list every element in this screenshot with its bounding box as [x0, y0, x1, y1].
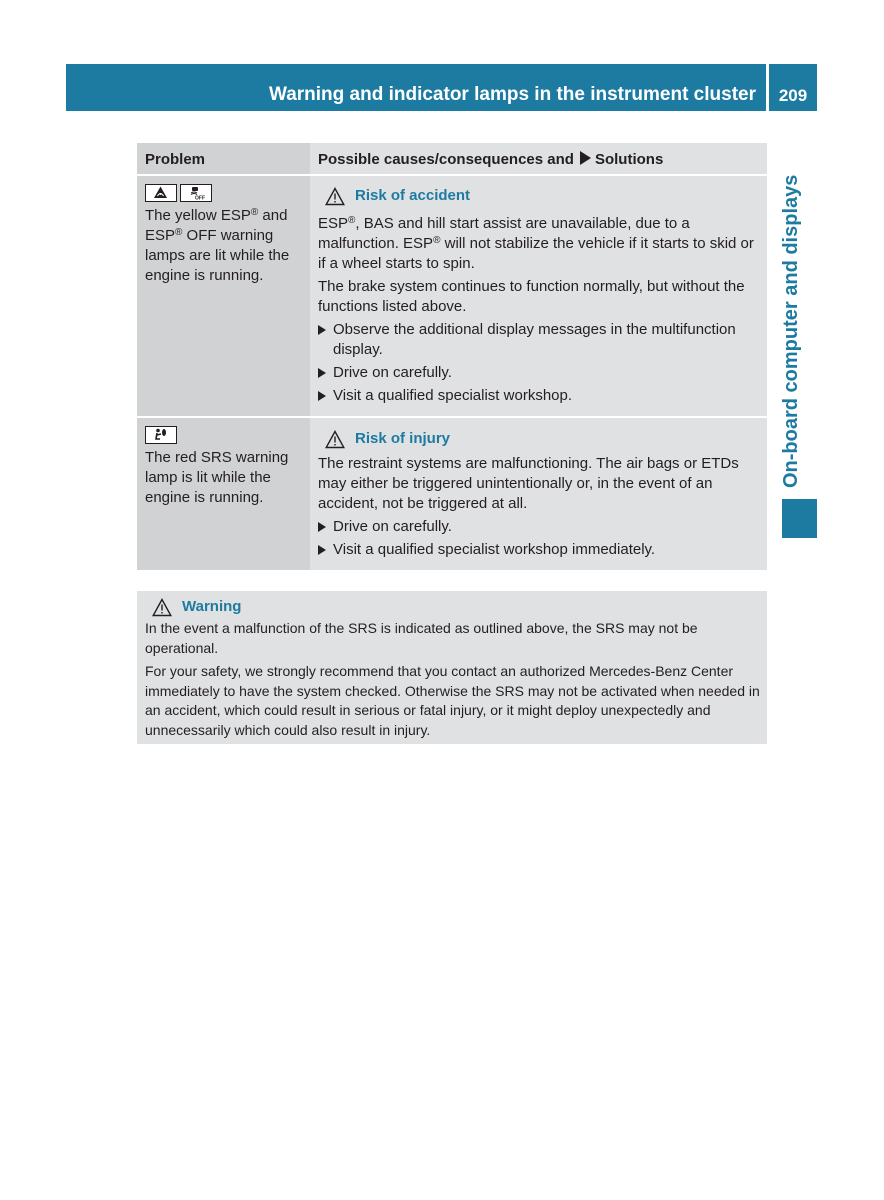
page-number-box [769, 64, 817, 111]
chapter-tab-marker [782, 499, 817, 538]
bullet-arrow-icon [318, 522, 326, 532]
warning-heading [152, 597, 761, 617]
table-row-solution-cell [310, 418, 767, 570]
warning-paragraph: In the event a malfunction of the SRS is indicated as outlined above, the SRS may not be operational. [145, 620, 698, 656]
warning-label: Warning [182, 598, 242, 616]
cause-paragraph: The restraint systems are malfunctioning. The air bags or ETDs may either be triggered unintentionally or, in the event of an accident, not be triggered at all. [318, 455, 739, 512]
risk-warning-heading [325, 186, 761, 206]
chapter-tab-label: On-board computer and displays [780, 174, 802, 488]
list-item: Drive on carefully. [318, 517, 761, 537]
lamp-icons [145, 426, 177, 444]
warning-triangle-icon [325, 187, 345, 206]
list-item: Visit a qualified specialist workshop. [318, 386, 761, 406]
warning-box [137, 591, 767, 744]
risk-label: Risk of injury [355, 430, 451, 447]
table-header-causes [318, 151, 663, 168]
table-header-problem: Problem [145, 151, 206, 168]
solution-content [318, 429, 761, 563]
table-header-causes-cell [310, 143, 767, 174]
header-bar [66, 64, 766, 111]
problem-table [137, 143, 767, 570]
list-item: Drive on carefully. [318, 363, 761, 383]
consequence-paragraph: The brake system continues to function normally, but without the functions listed above. [318, 278, 745, 315]
esp-off-warning-lamp-icon [180, 184, 212, 202]
risk-warning-heading [325, 429, 761, 449]
lamp-icons [145, 184, 212, 202]
bullet-arrow-icon [318, 368, 326, 378]
table-header-solutions-text: Solutions [594, 151, 664, 168]
bullet-arrow-icon [318, 325, 326, 335]
esp-warning-lamp-icon [145, 184, 177, 202]
table-header-causes-text: Possible causes/consequences and [318, 151, 574, 168]
page-number: 209 [778, 86, 808, 105]
bullet-arrow-icon [318, 545, 326, 555]
table-row-problem-cell [137, 418, 310, 570]
problem-description: The yellow ESP® and ESP® OFF warning lamps are lit while the engine is running. [145, 207, 290, 284]
warning-content [145, 597, 761, 743]
table-row-solution-cell [310, 176, 767, 416]
risk-label: Risk of accident [355, 187, 471, 204]
page-title: Warning and indicator lamps in the instrument cluster [268, 84, 756, 105]
cause-paragraph: ESP®, BAS and hill start assist are unavailable, due to a malfunction. ESP® will not stabilize the vehicle if it starts to skid or if a wheel starts to spin. [318, 215, 754, 272]
warning-triangle-icon [152, 598, 172, 617]
solution-content [318, 186, 761, 409]
list-item: Observe the additional display messages in the multifunction display. [318, 320, 761, 360]
arrow-right-icon [580, 151, 591, 165]
bullet-arrow-icon [318, 391, 326, 401]
table-header-problem-cell [137, 143, 310, 174]
warning-triangle-icon [325, 430, 345, 449]
list-item: Visit a qualified specialist workshop immediately. [318, 540, 761, 560]
svg-text:OFF: OFF [195, 195, 205, 200]
chapter-side-tab [778, 130, 816, 495]
srs-airbag-warning-lamp-icon [145, 426, 177, 444]
warning-paragraph: For your safety, we strongly recommend that you contact an authorized Mercedes-Benz Center immediately to have the system checked. Otherwise the SRS may not be activated when needed in an accident, which could result in serious or fatal injury, or it might deploy unexpectedly and unnecessarily which could also result in injury. [145, 663, 760, 738]
table-row-problem-cell [137, 176, 310, 416]
problem-description: The red SRS warning lamp is lit while the engine is running. [145, 449, 289, 506]
